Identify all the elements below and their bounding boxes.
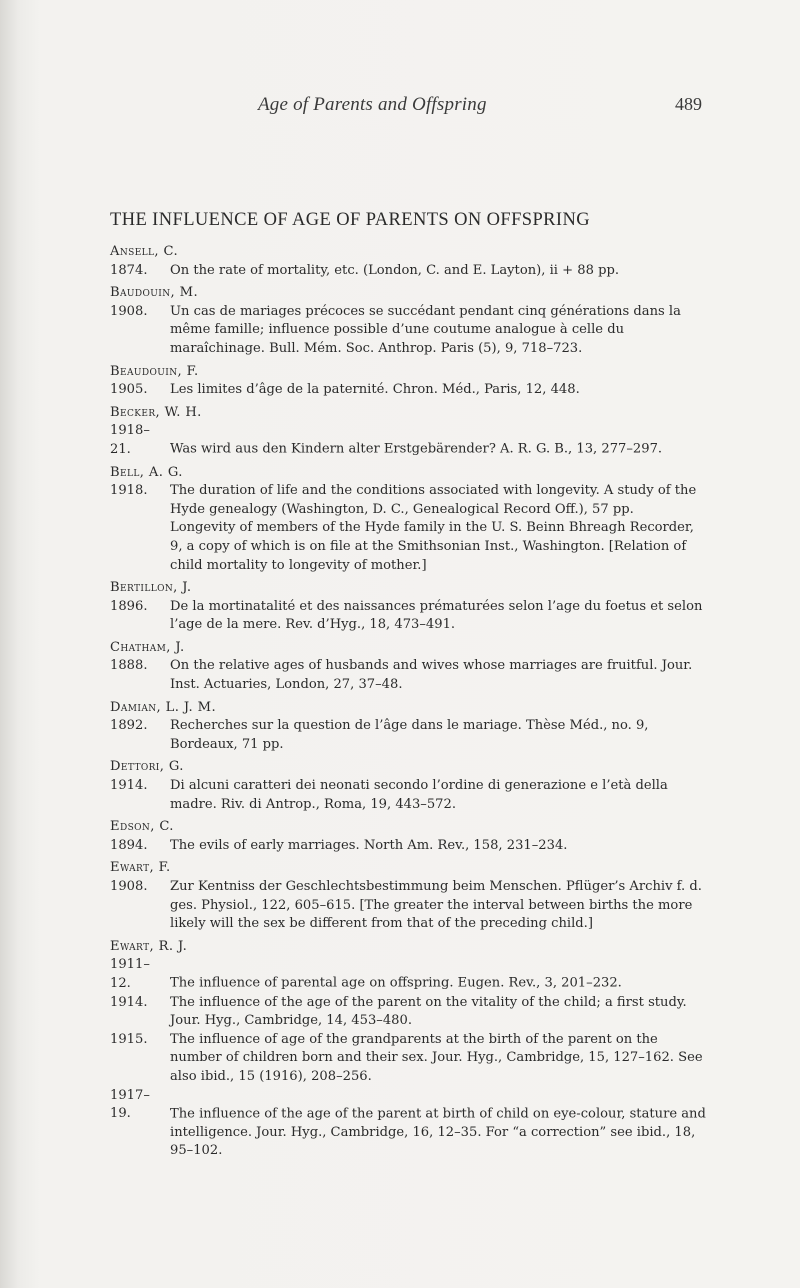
reference-text: De la mortinatalité et des naissances prématurées selon l’age du foetus et selon l’age de la mere. Rev. d’Hyg., 18, 473–491. <box>170 598 703 633</box>
reference-year: 1918. <box>110 483 148 499</box>
entry-reference <box>110 657 710 694</box>
reference-year: 1908. <box>110 879 148 894</box>
reference-text: The influence of age of the grandparents at the birth of the parent on the number of children born and their sex. Jour. Hyg., Cambridge, 15, 127–162. See also ibid., 15 (1916), 208–256. <box>170 1031 703 1084</box>
reference-year: 1917–19. <box>110 1087 150 1122</box>
section-title: THE INFLUENCE OF AGE OF PARENTS ON OFFSPRING <box>110 210 591 230</box>
entry-author: Becker, W. H. <box>110 404 202 420</box>
reference-year: 1911–12. <box>110 957 150 991</box>
reference-year: 1905. <box>110 382 148 398</box>
bibliography-entry <box>110 639 710 695</box>
reference-year: 1908. <box>110 303 148 319</box>
entry-reference <box>110 303 710 359</box>
entry-reference <box>110 878 710 934</box>
entry-reference <box>110 422 710 459</box>
reference-text: Zur Kentniss der Geschlechtsbestimmung beim Menschen. Pflüger’s Archiv f. d. ges. Physiol., 122, 605–615. [The greater the interval between births the more likely will the sex be different from that of the preceding child.] <box>170 879 702 932</box>
reference-text: Was wird aus den Kindern alter Erstgebärender? A. R. G. B., 13, 277–297. <box>170 441 663 457</box>
reference-text: On the rate of mortality, etc. (London, C. and E. Layton), ii + 88 pp. <box>170 262 619 278</box>
entry-author: Edson, C. <box>110 819 174 835</box>
reference-text: The influence of the age of the parent at birth of child on eye-colour, stature and intelligence. Jour. Hyg., Cambridge, 16, 12–35. For “a correction” see ibid., 18, 95–102. <box>170 1106 706 1159</box>
entry-reference <box>110 837 710 856</box>
bibliography-entry <box>110 699 710 755</box>
reference-text: On the relative ages of husbands and wives whose marriages are fruitful. Jour. Inst. Actuaries, London, 27, 37–48. <box>170 658 693 693</box>
reference-text: The duration of life and the conditions associated with longevity. A study of the Hyde genealogy (Washington, D. C., Genealogical Record Off.), 57 pp. <box>170 483 697 517</box>
reference-text: The evils of early marriages. North Am. Rev., 158, 231–234. <box>170 837 568 853</box>
bibliography-entry <box>110 758 710 814</box>
bibliography-entry <box>110 579 710 635</box>
entry-reference <box>110 717 710 754</box>
entry-author: Beaudouin, F. <box>110 363 199 379</box>
entry-reference <box>110 262 710 281</box>
entry-author: Chatham, J. <box>110 639 185 655</box>
entry-author: Dettori, G. <box>110 759 184 775</box>
entry-author: Ewart, F. <box>110 860 171 876</box>
reference-year: 1918–21. <box>110 423 150 457</box>
running-head <box>0 94 800 118</box>
reference-year: 1892. <box>110 718 148 734</box>
bibliography-entry <box>110 464 710 576</box>
reference-text: Un cas de mariages précoces se succédant pendant cinq générations dans la même famille; influence possible d’une coutume analogue à celle du maraîchinage. Bull. Mém. Soc. Anthrop. Paris (5), 9, 718–723. <box>170 303 681 356</box>
reference-year: 1888. <box>110 658 148 674</box>
reference-text: The influence of parental age on offspring. Eugen. Rev., 3, 201–232. <box>170 975 622 991</box>
entry-author: Damian, L. J. M. <box>110 699 217 715</box>
entry-author: Ewart, R. J. <box>110 938 188 954</box>
page-number: 489 <box>675 94 702 114</box>
running-head-title: Age of Parents and Offspring <box>258 94 487 115</box>
bibliography-entry <box>110 284 710 358</box>
reference-text: The influence of the age of the parent on the vitality of the child; a first study. Jour. Hyg., Cambridge, 14, 453–480. <box>170 994 687 1029</box>
bibliography-entry <box>110 243 710 280</box>
reference-text: Les limites d’âge de la paternité. Chron. Méd., Paris, 12, 448. <box>170 382 580 398</box>
entry-reference <box>110 1031 710 1087</box>
entry-reference <box>110 956 710 993</box>
bibliography-entry <box>110 404 710 460</box>
entry-reference <box>110 519 710 575</box>
reference-year: 1915. <box>110 1031 148 1047</box>
reference-year: 1914. <box>110 994 148 1010</box>
entry-author: Ansell, C. <box>110 244 179 259</box>
entry-author: Bertillon, J. <box>110 580 192 596</box>
bibliography-entry <box>110 363 710 400</box>
entry-reference <box>110 994 710 1031</box>
reference-text: Recherches sur la question de l’âge dans le mariage. Thèse Méd., no. 9, Bordeaux, 71 pp. <box>170 718 649 752</box>
bibliography-entry <box>110 859 710 933</box>
entry-reference <box>110 482 710 519</box>
reference-year: 1914. <box>110 778 148 794</box>
bibliography-list <box>110 243 710 1165</box>
entry-reference <box>110 777 710 814</box>
reference-year: 1896. <box>110 598 148 614</box>
reference-text: Di alcuni caratteri dei neonati secondo l’ordine di generazione e l’età della madre. Riv. di Antrop., Roma, 19, 443–572. <box>170 778 668 812</box>
entry-reference <box>110 598 710 635</box>
entry-author: Bell, A. G. <box>110 464 183 480</box>
bibliography-entry <box>110 818 710 855</box>
entry-reference <box>110 381 710 400</box>
reference-year: 1894. <box>110 837 148 853</box>
reference-year: 1874. <box>110 262 148 278</box>
entry-reference <box>110 1087 710 1161</box>
bibliography-entry <box>110 938 710 1161</box>
entry-author: Baudouin, M. <box>110 285 199 301</box>
reference-text: Longevity of members of the Hyde family in the U. S. Beinn Bhreagh Recorder, 9, a copy of which is on file at the Smithsonian Inst., Washington. [Relation of child mortality to longevity of mother.] <box>170 520 694 573</box>
